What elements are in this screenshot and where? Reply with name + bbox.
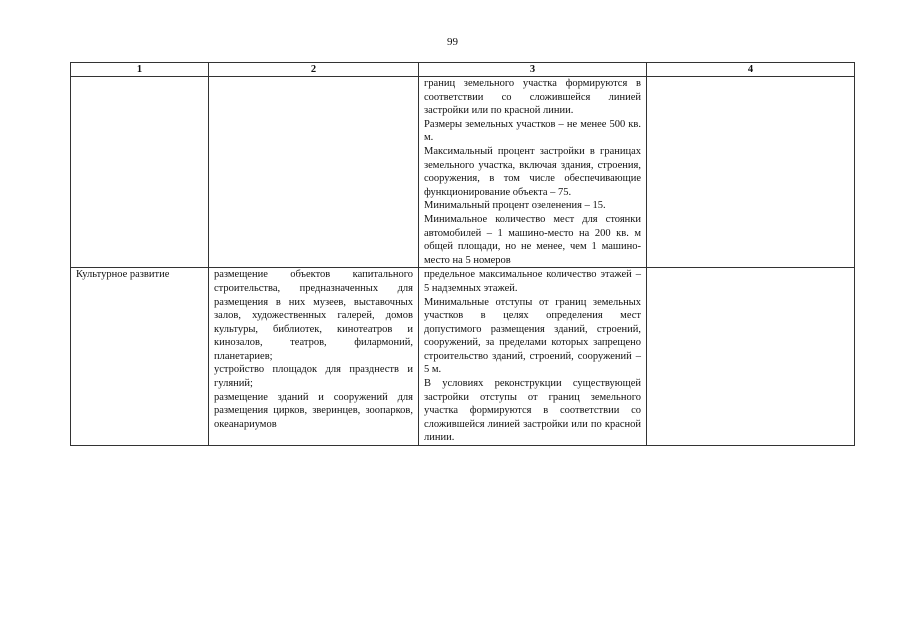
- table-row: [71, 77, 855, 268]
- description-paragraph: устройство площадок для празднеств и гуляний;: [214, 364, 413, 390]
- row1-description-cell: [209, 77, 419, 268]
- parameter-paragraph: предельное максимальное количество этажей – 5 надземных этажей.: [424, 269, 641, 294]
- row2-notes-cell: [647, 268, 855, 446]
- description-paragraph: размещение зданий и сооружений для размещения цирков, зверинцев, зоопарков, океанариумов: [214, 391, 413, 430]
- parameter-paragraph: В условиях реконструкции существующей застройки отступы от границ земельного участка формируются в соответствии со сложившейся линией застройки или по красной линии.: [424, 378, 641, 444]
- description-paragraph: размещение объектов капитального строительства, предназначенных для размещения в них музеев, выставочных залов, художественных галерей, домов культуры, библиотек, кинотеатров и кинозалов, театров, филармоний, планетариев;: [214, 269, 413, 362]
- row2-description-cell: [209, 268, 419, 446]
- row2-parameters-cell: [419, 268, 647, 446]
- parameter-paragraph: границ земельного участка формируются в соответствии со сложившейся линией застройки или по красной линии.: [424, 78, 641, 117]
- row1-use-type-cell: [71, 77, 209, 268]
- column-header-1: 1: [71, 63, 209, 77]
- row1-parameters-cell: [419, 77, 647, 268]
- parameter-paragraph: Минимальный процент озеленения – 15.: [424, 200, 606, 212]
- table-header-row: [71, 63, 855, 77]
- column-header-3: 3: [419, 63, 647, 77]
- regulations-table: [70, 62, 855, 446]
- parameter-paragraph: Минимальное количество мест для стоянки автомобилей – 1 машино-место на 200 кв. м общей площади, но не менее, чем 1 машино-место на 5 номеров: [424, 213, 641, 266]
- parameter-paragraph: Размеры земельных участков – не менее 500 кв. м.: [424, 118, 641, 144]
- parameter-paragraph: Минимальные отступы от границ земельных участков в целях определения мест допустимого размещения зданий, строений, сооружений, за пределами которых запрещено строительство зданий, строений, сооружений – 5 м.: [424, 296, 641, 376]
- page-number: 99: [447, 36, 458, 48]
- row2-use-type-cell: Культурное развитие: [71, 268, 209, 446]
- table-row: [71, 268, 855, 446]
- row1-notes-cell: [647, 77, 855, 268]
- column-header-4: 4: [647, 63, 855, 77]
- column-header-2: 2: [209, 63, 419, 77]
- parameter-paragraph: Максимальный процент застройки в границах земельного участка, включая здания, строения, сооружения, в том числе обеспечивающие функционирование объекта – 75.: [424, 145, 641, 198]
